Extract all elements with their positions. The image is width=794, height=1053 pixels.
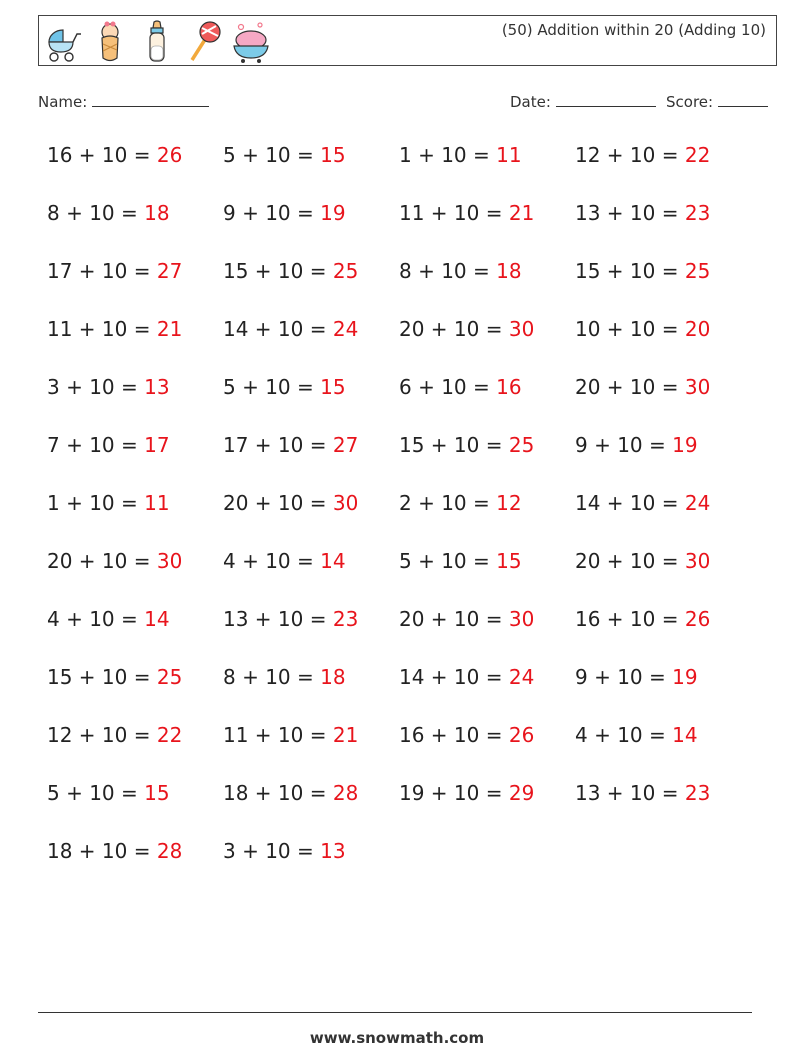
baby-bath-icon <box>231 20 271 64</box>
problem-item <box>223 607 398 631</box>
problem-expression: 16 + 10 = <box>399 723 509 747</box>
problem-item <box>223 491 398 515</box>
problem-answer: 25 <box>684 259 711 283</box>
problem-item <box>575 375 750 399</box>
problem-item <box>399 259 574 283</box>
name-field <box>38 92 209 111</box>
problem-expression: 20 + 10 = <box>399 607 509 631</box>
problem-answer: 23 <box>684 201 711 225</box>
problem-item <box>47 491 222 515</box>
problem-item <box>575 665 750 689</box>
problem-expression: 8 + 10 = <box>399 259 497 283</box>
problem-answer: 19 <box>672 433 698 457</box>
problem-answer: 13 <box>320 839 346 863</box>
footer-url: www.snowmath.com <box>309 1029 485 1047</box>
problem-expression: 14 + 10 = <box>223 317 333 341</box>
problem-answer: 21 <box>508 201 535 225</box>
problem-item <box>47 259 222 283</box>
problem-item <box>575 201 750 225</box>
problem-item <box>575 317 750 341</box>
problem-expression: 3 + 10 = <box>223 839 321 863</box>
score-label: Score: <box>666 93 714 111</box>
problem-expression: 13 + 10 = <box>575 781 685 805</box>
problem-item <box>47 201 222 225</box>
problem-item <box>399 375 574 399</box>
problem-expression: 20 + 10 = <box>575 375 685 399</box>
problem-item <box>47 375 222 399</box>
problem-item <box>399 143 574 167</box>
problem-expression: 15 + 10 = <box>47 665 157 689</box>
problem-expression: 5 + 10 = <box>223 143 321 167</box>
problem-item <box>399 607 574 631</box>
problem-expression: 17 + 10 = <box>223 433 333 457</box>
problem-answer: 26 <box>508 723 535 747</box>
problem-expression: 9 + 10 = <box>575 665 673 689</box>
problem-expression: 20 + 10 = <box>47 549 157 573</box>
baby-bottle-icon <box>137 20 177 64</box>
rattle-icon <box>184 20 224 64</box>
problem-expression: 4 + 10 = <box>575 723 673 747</box>
problem-expression: 10 + 10 = <box>575 317 685 341</box>
problem-answer: 12 <box>496 491 522 515</box>
problem-answer: 27 <box>156 259 183 283</box>
score-blank[interactable] <box>718 92 768 107</box>
problem-expression: 11 + 10 = <box>399 201 509 225</box>
problem-item <box>47 549 222 573</box>
problem-expression: 7 + 10 = <box>47 433 145 457</box>
problem-answer: 21 <box>332 723 359 747</box>
worksheet-title: (50) Addition within 20 (Adding 10) <box>501 21 766 39</box>
problem-answer: 29 <box>508 781 535 805</box>
problem-answer: 20 <box>684 317 711 341</box>
problem-expression: 15 + 10 = <box>399 433 509 457</box>
problem-answer: 22 <box>684 143 711 167</box>
problem-item <box>575 143 750 167</box>
date-field <box>510 92 656 111</box>
problem-answer: 15 <box>144 781 170 805</box>
problem-answer: 26 <box>156 143 183 167</box>
problem-answer: 21 <box>156 317 183 341</box>
problem-answer: 28 <box>332 781 359 805</box>
problem-expression: 9 + 10 = <box>223 201 321 225</box>
problem-answer: 24 <box>508 665 535 689</box>
problem-item <box>575 723 750 747</box>
problem-expression: 13 + 10 = <box>575 201 685 225</box>
problem-item <box>47 839 222 863</box>
problem-answer: 24 <box>684 491 711 515</box>
problem-expression: 19 + 10 = <box>399 781 509 805</box>
problem-answer: 30 <box>156 549 183 573</box>
problem-item <box>223 549 398 573</box>
problem-expression: 2 + 10 = <box>399 491 497 515</box>
problem-expression: 6 + 10 = <box>399 375 497 399</box>
problem-expression: 3 + 10 = <box>47 375 145 399</box>
problem-answer: 11 <box>496 143 522 167</box>
problem-item <box>223 201 398 225</box>
problem-item <box>223 259 398 283</box>
name-blank[interactable] <box>92 92 209 107</box>
problem-expression: 11 + 10 = <box>47 317 157 341</box>
problem-expression: 8 + 10 = <box>223 665 321 689</box>
problem-expression: 13 + 10 = <box>223 607 333 631</box>
problem-answer: 30 <box>684 375 711 399</box>
problem-item <box>47 781 222 805</box>
problem-item <box>223 839 398 863</box>
problem-item <box>47 433 222 457</box>
problem-answer: 14 <box>144 607 170 631</box>
problem-answer: 30 <box>508 317 535 341</box>
problem-answer: 14 <box>320 549 346 573</box>
problem-expression: 20 + 10 = <box>575 549 685 573</box>
problem-answer: 25 <box>332 259 359 283</box>
problem-item <box>47 317 222 341</box>
worksheet-header <box>38 15 777 66</box>
name-label: Name: <box>38 93 88 111</box>
problem-expression: 14 + 10 = <box>399 665 509 689</box>
problem-answer: 11 <box>144 491 170 515</box>
problem-item <box>399 781 574 805</box>
problem-answer: 14 <box>672 723 698 747</box>
problem-expression: 18 + 10 = <box>47 839 157 863</box>
problem-answer: 30 <box>508 607 535 631</box>
problem-expression: 12 + 10 = <box>47 723 157 747</box>
footer-divider <box>38 1012 752 1013</box>
problem-expression: 15 + 10 = <box>575 259 685 283</box>
problem-answer: 19 <box>672 665 698 689</box>
problem-item <box>399 549 574 573</box>
score-field <box>666 92 768 111</box>
problem-item <box>399 201 574 225</box>
problem-expression: 4 + 10 = <box>47 607 145 631</box>
problem-item <box>399 491 574 515</box>
problem-answer: 28 <box>156 839 183 863</box>
problem-item <box>47 607 222 631</box>
swaddled-baby-icon <box>90 20 130 64</box>
problem-expression: 5 + 10 = <box>399 549 497 573</box>
problem-answer: 23 <box>684 781 711 805</box>
problem-expression: 20 + 10 = <box>223 491 333 515</box>
problem-item <box>223 723 398 747</box>
problem-item <box>575 491 750 515</box>
problem-expression: 16 + 10 = <box>47 143 157 167</box>
problem-answer: 26 <box>684 607 711 631</box>
problem-answer: 18 <box>496 259 522 283</box>
problem-item <box>223 375 398 399</box>
problem-answer: 23 <box>332 607 359 631</box>
date-label: Date: <box>510 93 551 111</box>
problem-answer: 15 <box>320 375 346 399</box>
problem-expression: 16 + 10 = <box>575 607 685 631</box>
problem-answer: 22 <box>156 723 183 747</box>
problem-answer: 15 <box>320 143 346 167</box>
problem-answer: 15 <box>496 549 522 573</box>
problem-item <box>575 549 750 573</box>
problem-expression: 17 + 10 = <box>47 259 157 283</box>
problem-answer: 18 <box>144 201 170 225</box>
problem-answer: 30 <box>684 549 711 573</box>
problem-expression: 8 + 10 = <box>47 201 145 225</box>
problem-expression: 11 + 10 = <box>223 723 333 747</box>
problem-item <box>575 781 750 805</box>
problem-item <box>47 143 222 167</box>
problem-item <box>223 317 398 341</box>
problem-answer: 19 <box>320 201 346 225</box>
problem-item <box>223 433 398 457</box>
problem-item <box>399 665 574 689</box>
problem-item <box>47 723 222 747</box>
problem-expression: 18 + 10 = <box>223 781 333 805</box>
problem-item <box>575 433 750 457</box>
problem-item <box>399 317 574 341</box>
problem-item <box>47 665 222 689</box>
problem-expression: 1 + 10 = <box>47 491 145 515</box>
problem-expression: 5 + 10 = <box>223 375 321 399</box>
problem-expression: 20 + 10 = <box>399 317 509 341</box>
header-icons <box>43 20 271 64</box>
problem-item <box>223 665 398 689</box>
problem-answer: 13 <box>144 375 170 399</box>
problem-expression: 4 + 10 = <box>223 549 321 573</box>
problem-expression: 14 + 10 = <box>575 491 685 515</box>
problem-answer: 30 <box>332 491 359 515</box>
problem-expression: 15 + 10 = <box>223 259 333 283</box>
problem-expression: 1 + 10 = <box>399 143 497 167</box>
problem-answer: 18 <box>320 665 346 689</box>
problem-answer: 25 <box>156 665 183 689</box>
problem-expression: 9 + 10 = <box>575 433 673 457</box>
problem-item <box>223 143 398 167</box>
problem-answer: 24 <box>332 317 359 341</box>
problem-answer: 16 <box>496 375 522 399</box>
problem-item <box>575 259 750 283</box>
problem-answer: 17 <box>144 433 170 457</box>
problem-item <box>399 433 574 457</box>
baby-stroller-icon <box>43 20 83 64</box>
date-blank[interactable] <box>556 92 656 107</box>
problem-expression: 5 + 10 = <box>47 781 145 805</box>
problem-expression: 12 + 10 = <box>575 143 685 167</box>
problem-item <box>223 781 398 805</box>
problem-item <box>575 607 750 631</box>
problem-answer: 27 <box>332 433 359 457</box>
problem-answer: 25 <box>508 433 535 457</box>
problem-item <box>399 723 574 747</box>
